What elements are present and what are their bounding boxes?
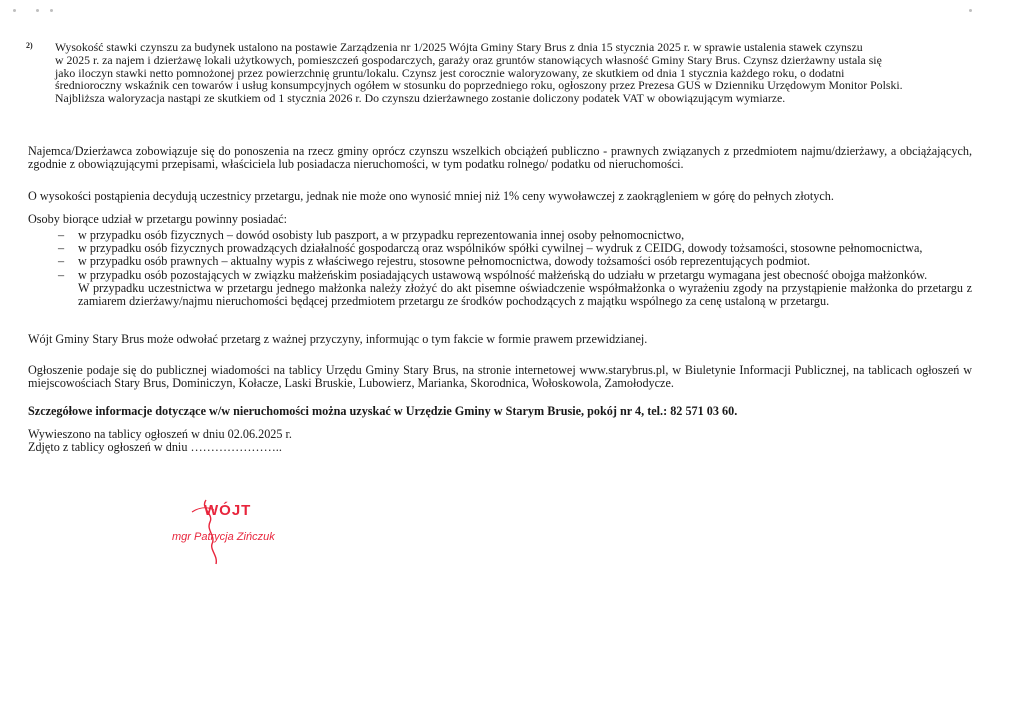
list-dash: –	[58, 241, 65, 256]
signature-title: WÓJT	[204, 502, 252, 519]
bidding-paragraph: O wysokości postąpienia decydują uczestnicy przetargu, jednak nie może ono wynosić mniej niż 1% ceny wywoławczej z zaokrągleniem w górę do pełnych złotych.	[28, 189, 834, 203]
scan-dot	[969, 9, 972, 12]
list-item-text: w przypadku osób fizycznych – dowód osobisty lub paszport, a w przypadku reprezentowania innej osoby pełnomocnictwo,	[78, 228, 685, 242]
requirements-list	[28, 229, 972, 308]
signature-stamp	[170, 498, 310, 568]
info-paragraph: Szczegółowe informacje dotyczące w/w nieruchomości można uzyskać w Urzędzie Gminy w Starym Brusie, pokój nr 4, tel.: 82 571 03 60.	[28, 404, 738, 418]
list-dash: –	[58, 254, 65, 269]
footnote-line: w 2025 r. za najem i dzierżawę lokali użytkowych, pomieszczeń gospodarczych, garaży oraz gruntów stanowiących własność Gminy Stary Brus. Czynsz dzierżawny ustala się	[55, 52, 882, 67]
footnote-text	[55, 41, 972, 105]
footnote-marker: 2)	[26, 41, 33, 50]
list-dash: –	[58, 267, 65, 282]
requirements-intro: Osoby biorące udział w przetargu powinny posiadać:	[28, 212, 288, 226]
scan-dot	[50, 9, 53, 12]
publication-paragraph: Ogłoszenie podaje się do publicznej wiadomości na tablicy Urzędu Gminy Stary Brus, na stronie internetowej www.starybrus.pl, w Biuletynie Informacji Publicznej, na tablicach ogłoszeń w miejscowościach Stary Brus, Dominiczyn, Kołacze, Laski Bruskie, Lubowierz, Marianka, Skorodnica, Wołoskowola, Zamołodycze.	[28, 363, 972, 391]
footnote-line: Wysokość stawki czynszu za budynek ustalono na postawie Zarządzenia nr 1/2025 Wójta Gminy Stary Brus z dnia 15 stycznia 2025 r. w sprawie ustalenia stawek czynszu	[55, 40, 863, 54]
withdraw-paragraph: Wójt Gminy Stary Brus może odwołać przetarg z ważnej przyczyny, informując o tym fakcie w formie prawem przewidzianej.	[28, 332, 648, 346]
list-item	[28, 269, 972, 309]
footnote-line: Najbliższa waloryzacja nastąpi ze skutkiem od 1 stycznia 2026 r. Do czynszu dzierżawnego zostanie doliczony podatek VAT w obowiązującym wymiarze.	[55, 91, 786, 106]
scan-dot	[36, 9, 39, 12]
scan-dot	[13, 9, 16, 12]
obligations-paragraph: Najemca/Dzierżawca zobowiązuje się do ponoszenia na rzecz gminy oprócz czynszu wszelkich obciążeń publiczno - prawnych związanych z przedmiotem najmu/dzierżawy, a obciążających, zgodnie z obowiązującymi przepisami, właściciela lub posiadacza nieruchomości, w tym podatku rolnego/ podatku od nieruchomości.	[28, 144, 972, 172]
list-item-text: w przypadku osób prawnych – aktualny wypis z właściwego rejestru, stosowne pełnomocnictwa, dowody tożsamości osób reprezentujących podmiot.	[78, 254, 811, 269]
footnote-line: jako iloczyn stawki netto pomnożonej przez powierzchnię gruntu/lokalu. Czynsz jest corocznie waloryzowany, ze skutkiem od dnia 1 stycznia każdego roku, o dodatni	[55, 65, 845, 80]
list-item	[28, 255, 972, 268]
removed-date: Zdjęto z tablicy ogłoszeń w dniu …………………..	[28, 440, 282, 454]
signature-name: mgr Patrycja Zińczuk	[172, 531, 275, 543]
posted-date: Wywieszono na tablicy ogłoszeń w dniu 02.06.2025 r.	[28, 427, 292, 441]
list-item-text: w przypadku osób fizycznych prowadzących działalność gospodarczą oraz wspólników spółki cywilnej – wydruk z CEIDG, dowody tożsamości, stosowne pełnomocnictwa,	[78, 241, 923, 256]
list-dash: –	[58, 228, 65, 242]
footnote-line: średnioroczny wskaźnik cen towarów i usług konsumpcyjnych ogółem w stosunku do poprzedniego roku, ogłoszony przez Prezesa GUS w Dzienniku Urzędowym Monitor Polski.	[55, 78, 903, 93]
list-item-text: w przypadku osób pozostających w związku małżeńskim posiadających ustawową wspólność małżeńską do udziału w przetargu wymagana jest obecność obojga małżonków.	[78, 267, 928, 282]
list-item-continuation: W przypadku uczestnictwa w przetargu jednego małżonka należy złożyć do akt pisemne oświadczenie współmałżonka o wyrażeniu zgody na przystąpienie małżonka do przetargu z zamiarem dzierżawy/najmu nieruchomości będącej przedmiotem przetargu ze środków pochodzących z majątku wspólnego za cenę ustaloną w przetargu.	[78, 280, 972, 309]
